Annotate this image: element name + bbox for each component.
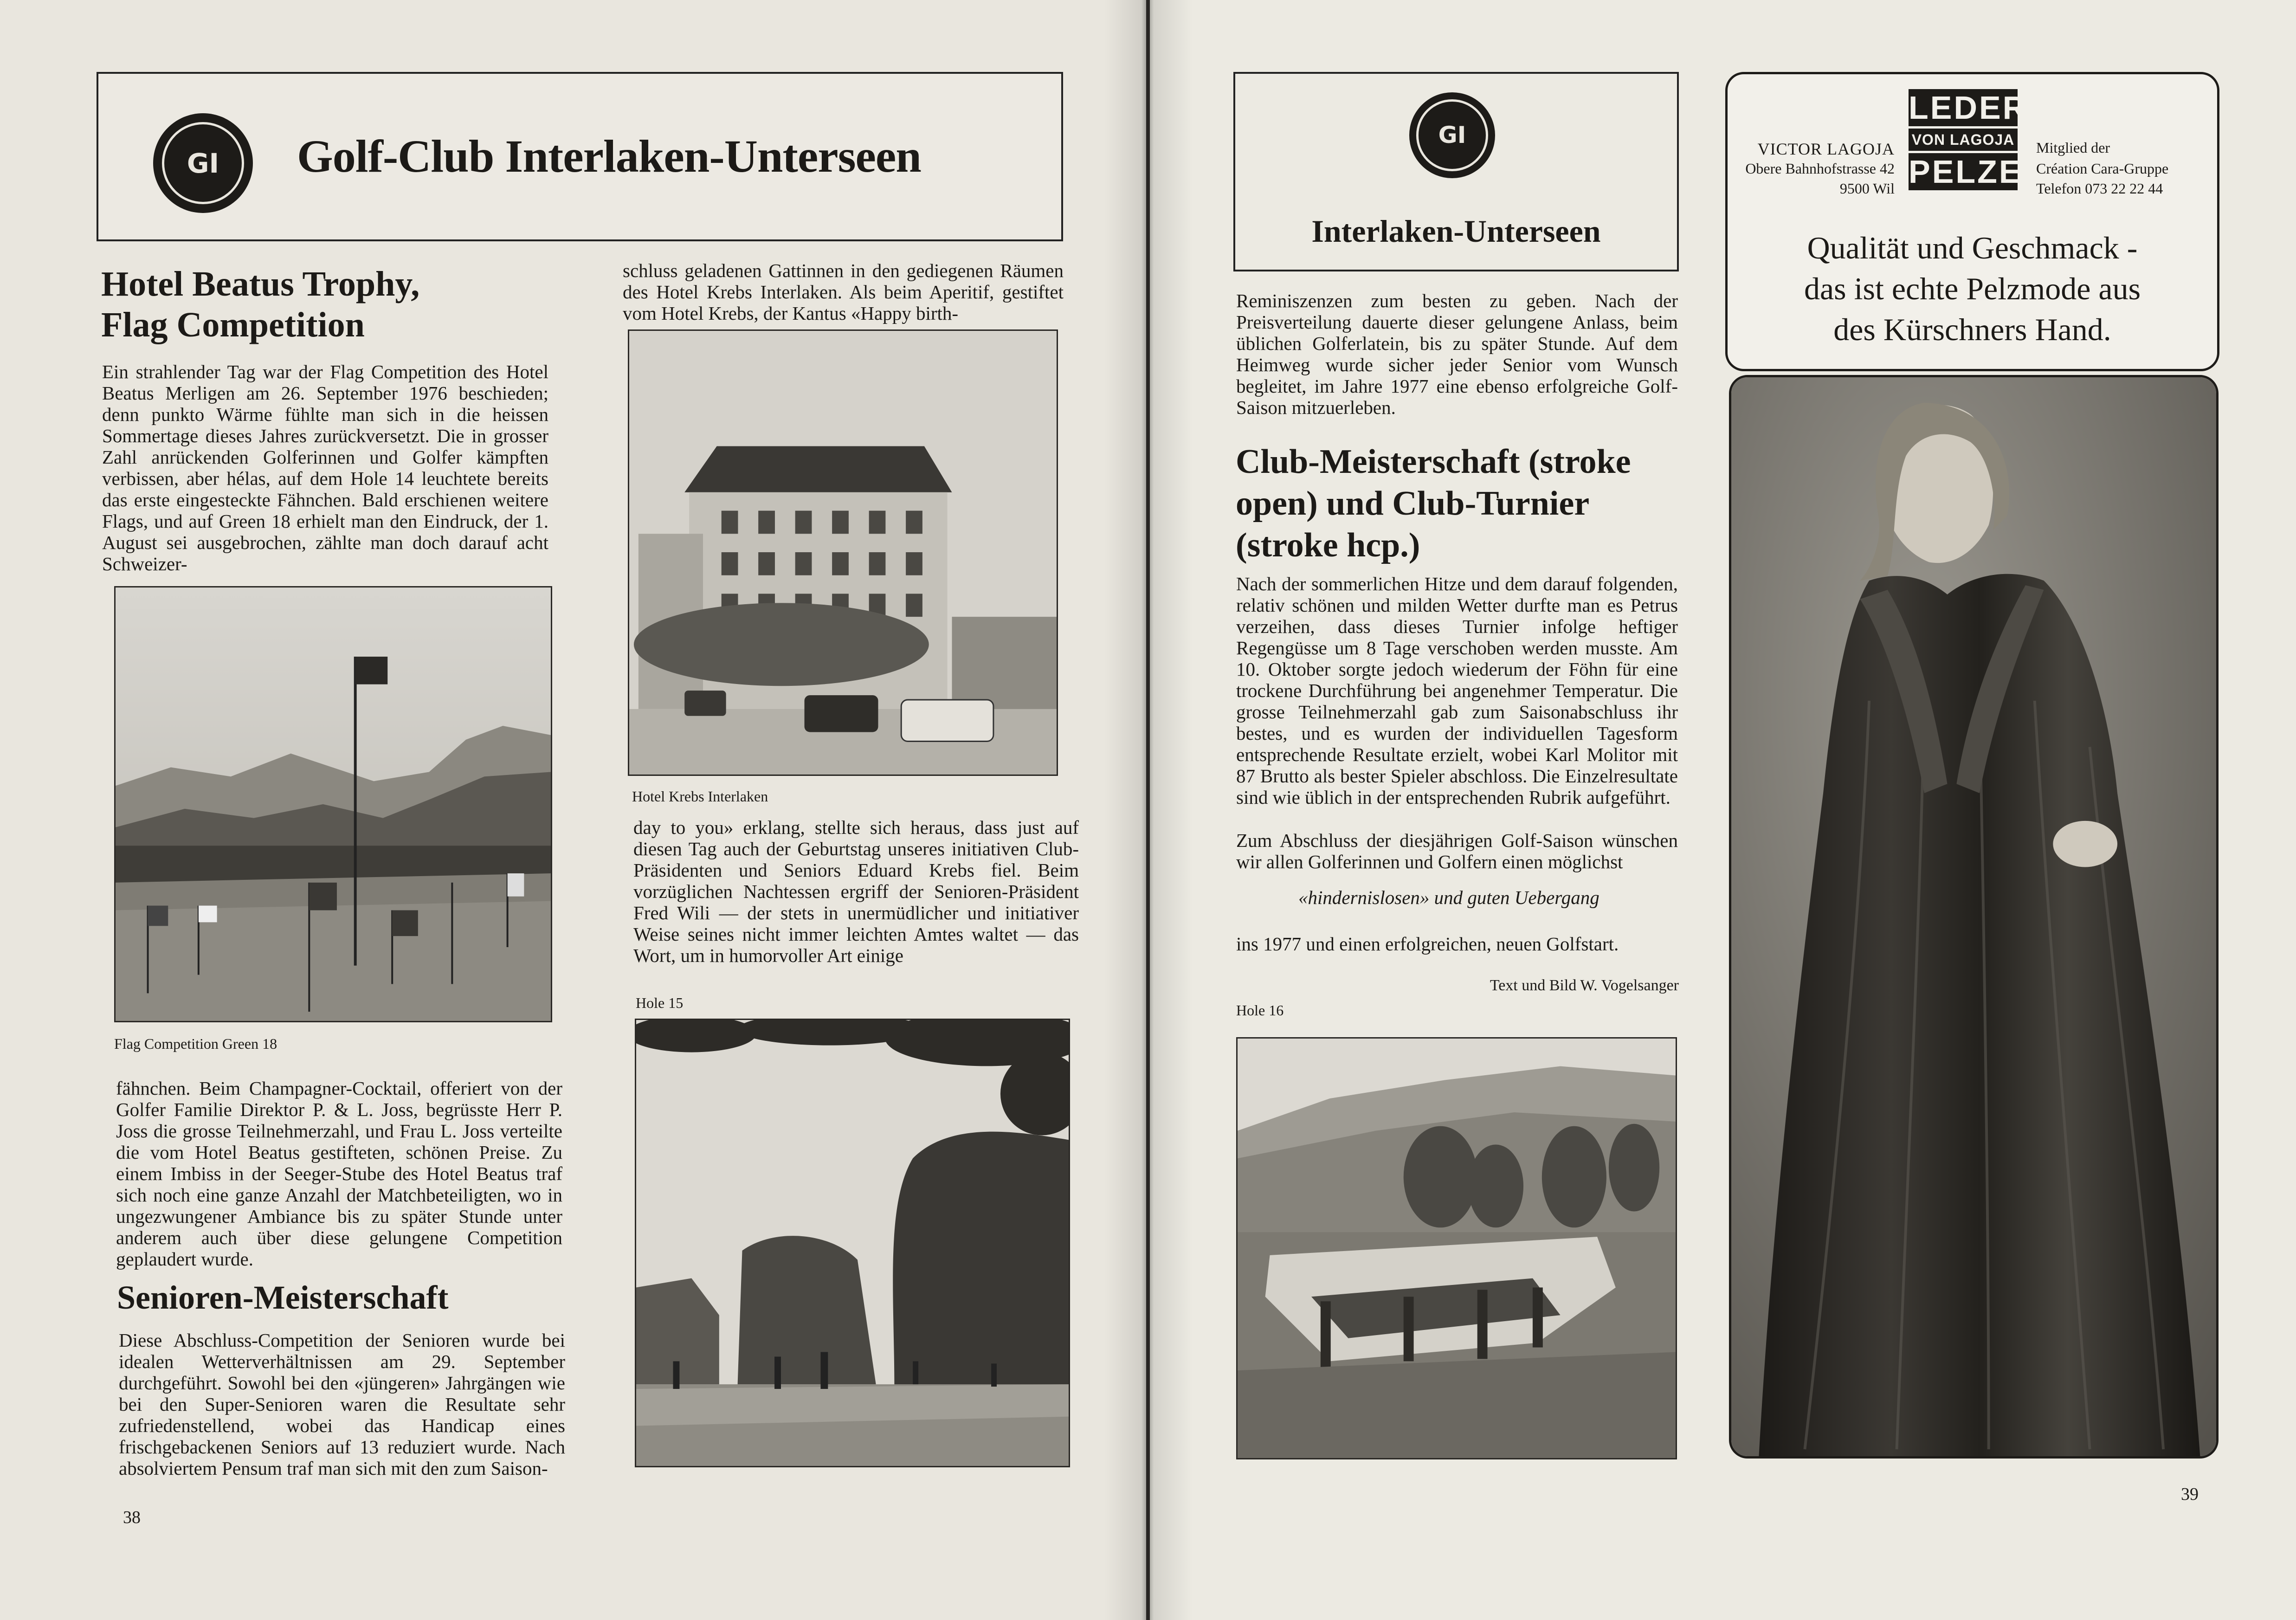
left-page: [0, 0, 1146, 1620]
club-logo-label-right: GI: [1438, 122, 1466, 149]
right-header-box: [1233, 72, 1679, 271]
left-header-box: [97, 72, 1063, 241]
club-logo-ring: [162, 122, 245, 205]
leder-logo-mid: VON LAGOJA: [1909, 129, 2018, 151]
caption-hole15: Hole 15: [636, 994, 684, 1011]
article1-col2-continued: day to you» erklang, stellte sich heraus, dass just auf diesen Tag auch der Geburtstag unseres initiativen Club-Präsidenten und Seniors Eduard Krebs fiel. Beim vorzüglichen Nachtessen ergriff der Senioren-Präsident Fred Wili — der stets in unermüdlicher und initiativer Weise seines nicht immer leichten Amtes waltet — das Wort, um in humorvoller Art einige: [633, 817, 1079, 966]
article1-col2-text: schluss geladenen Gattinnen in den gediegenen Räumen des Hotel Krebs Interlaken. Als beim Aperitif, gestiftet vom Hotel Krebs, der Kantus «Happy birth-: [623, 260, 1064, 324]
club-logo-icon-right: [1409, 92, 1495, 178]
caption-hotel: Hotel Krebs Interlaken: [632, 788, 768, 805]
ad-slogan-line2: das ist echte Pelzmode aus: [1804, 271, 2141, 306]
article3-headline: [1236, 441, 1631, 566]
ad-member-line2: Création Cara-Gruppe: [2036, 160, 2169, 177]
article1-col1-text: Ein strahlender Tag war der Flag Competition des Hotel Beatus Merligen am 26. September 1976 beschieden; denn punkto Wärme fühlte man sich in die heissen Sommertage dieses Jahres zurückversetzt. Die in grosser Zahl anrückenden Golferinnen und Golfer kämpften verbissen, aber hélas, auf dem Hole 14 leuchtete bereits das erste eingesteckte Fähnchen. Bald erschienen weitere Flags, und auf Green 18 erhielt man den Eindruck, der 1. August sei ausgebrochen, zählte man doch darauf acht Schweizer-: [102, 361, 548, 574]
right-page: [1150, 0, 2296, 1620]
article1-headline-line2: Flag Competition: [101, 305, 365, 344]
article1-col1-continued: fähnchen. Beim Champagner-Cocktail, offeriert von der Golfer Familie Direktor P. & L. Joss, begrüsste Herr P. Joss die grosse Teilnehmerzahl, und Frau L. Joss verteilte die vom Hotel Beatus gestifteten, schönen Preise. Zu einem Imbiss in der Seeger-Stube des Hotel Beatus traf sich noch eine ganze Anzahl der Matchbeteiligten, wo in ungezwungener Ambiance bis zu später Stunde unter anderem auch über diese gelungene Competition geplaudert wurde.: [116, 1078, 562, 1270]
article2-text: Diese Abschluss-Competition der Senioren wurde bei idealen Wetterverhältnissen am 29. September durchgeführt. Sowohl bei den «jüngeren» Jahrgängen wie bei den Super-Senioren waren die Resultate sehr zufriedenstellend, wobei das Handicap eines frischgebackenen Seniors auf 13 reduziert wurde. Nach absolviertem Pensum traf man sich mit den zum Saison-: [119, 1330, 565, 1479]
ad-header: [1725, 72, 2219, 371]
article3-credit: Text und Bild W. Vogelsanger: [1490, 977, 1679, 994]
left-page-number: 38: [123, 1508, 141, 1527]
ad-member-line1: Mitglied der: [2036, 139, 2110, 156]
photo-hole16: [1236, 1037, 1677, 1459]
ad-slogan-line3: des Kürschners Hand.: [1833, 312, 2111, 347]
right-header-title: Interlaken-Unterseen: [1311, 213, 1601, 249]
article1-headline-line1: Hotel Beatus Trophy,: [101, 265, 420, 303]
caption-flag-green: Flag Competition Green 18: [114, 1035, 277, 1052]
article2-headline: Senioren-Meisterschaft: [117, 1279, 449, 1316]
article3-wish-italic: «hindernislosen» und guten Uebergang: [1298, 887, 1599, 908]
ad-slogan: [1728, 227, 2217, 350]
article3-headline-line1: Club-Meisterschaft (stroke: [1236, 443, 1631, 481]
ad-company: VICTOR LAGOJA: [1757, 140, 1895, 158]
article3-text: Nach der sommerlichen Hitze und dem darauf folgenden, relativ schönen und milden Wetter durfte man es Petrus verzeihen, dass dieses Turnier infolge heftiger Regengüsse um 8 Tage verschoben werden musste. Am 10. Oktober sorgte jedoch wiederum der Föhn für eine trockene Durchführung bei angenehmer Temperatur. Die grosse Teilnehmerzahl gab zum Saisonabschluss ihr bestes, und es wurden der individuellen Tagesform entsprechende Resultate erzielt, wobei Karl Molitor mit 87 Brutto als bester Spieler abschloss. Die Einzelresultate sind wie üblich in der entsprechenden Rubrik aufgeführt.: [1236, 573, 1678, 808]
right-page-number: 39: [2181, 1484, 2199, 1504]
leder-logo-bottom: PELZE: [1909, 154, 2023, 190]
left-header-title: Golf-Club Interlaken-Unterseen: [297, 130, 921, 182]
club-logo-ring-right: [1416, 99, 1488, 171]
ad-fur-coat-photo: [1729, 375, 2219, 1459]
ad-street: Obere Bahnhofstrasse 42: [1745, 160, 1895, 177]
article3-headline-line3: (stroke hcp.): [1236, 526, 1420, 564]
book-gutter: [1104, 0, 1193, 1620]
article1-headline: [101, 264, 419, 345]
caption-hole16: Hole 16: [1236, 1002, 1284, 1019]
photo-hole15: [635, 1019, 1070, 1467]
intro-text: Reminiszenzen zum besten zu geben. Nach der Preisverteilung dauerte dieser gelungene Anlass, beim üblichen Golferlatein, bis zu später Stunde. Auf dem Heimweg wurde sicher jeder Senior vom Wunsch begleitet, im Jahre 1977 eine ebenso erfolgreiche Golf-Saison mitzuerleben.: [1236, 290, 1678, 418]
club-logo-label: GI: [187, 147, 219, 179]
photo-hotel-krebs: [628, 329, 1058, 776]
leder-logo-top: LEDER: [1909, 90, 2028, 126]
article3-wish-end: ins 1977 und einen erfolgreichen, neuen Golfstart.: [1236, 933, 1619, 955]
article3-headline-line2: open) und Club-Turnier: [1236, 484, 1590, 523]
ad-city: 9500 Wil: [1839, 180, 1895, 197]
ad-slogan-line1: Qualität und Geschmack -: [1807, 230, 2138, 265]
club-logo-icon: [153, 113, 253, 213]
photo-flag-green: [114, 586, 552, 1022]
article3-closing: Zum Abschluss der diesjährigen Golf-Saison wünschen wir allen Golferinnen und Golfern einen möglichst: [1236, 830, 1678, 872]
ad-phone: Telefon 073 22 22 44: [2036, 180, 2163, 197]
